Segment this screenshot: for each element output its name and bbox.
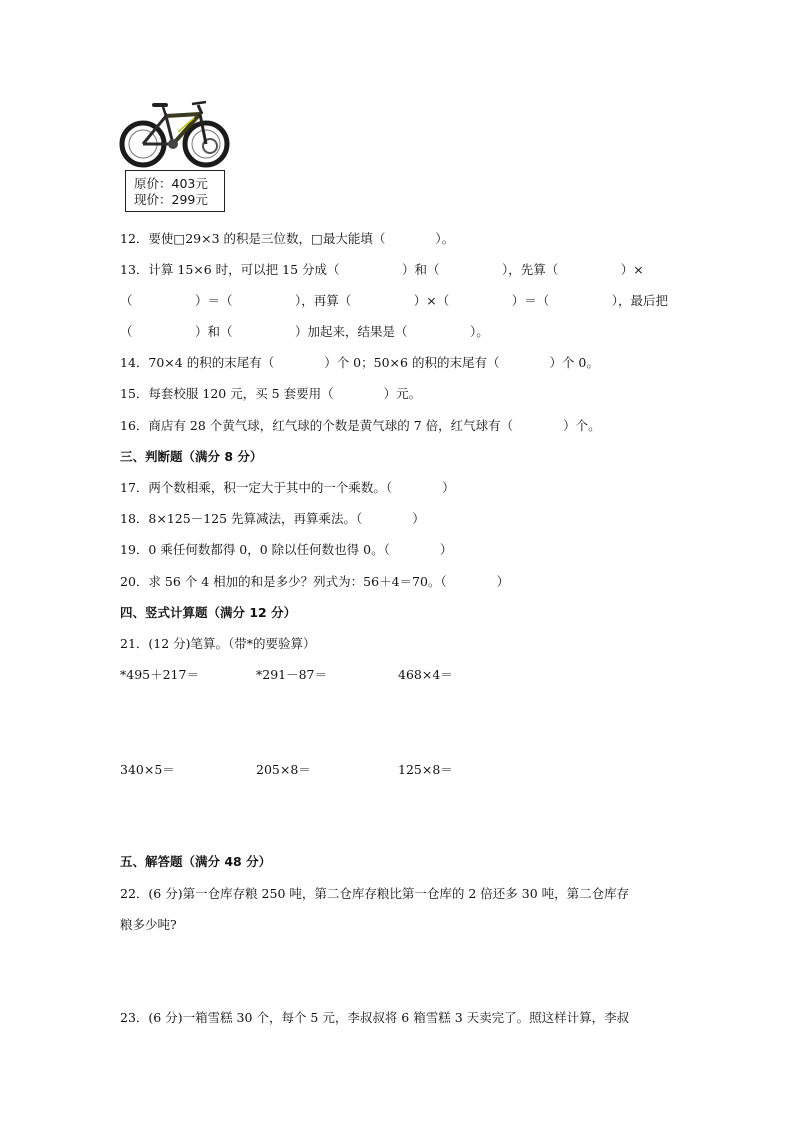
question-14: 14．70×4 的积的末尾有（ ）个 0；50×6 的积的末尾有（ ）个 0。: [120, 355, 599, 370]
section-4-heading: 四、竖式计算题（满分 12 分）: [120, 605, 297, 620]
question-23-line-1: 23．(6 分)一箱雪糕 30 个，每个 5 元，李叔叔将 6 箱雪糕 3 天卖完了。照这样计算，李叔: [120, 1010, 630, 1025]
question-17: 17．两个数相乘，积一定大于其中的一个乘数。（ ）: [120, 480, 455, 495]
original-price: 原价：403元: [134, 176, 208, 191]
bicycle-image: [118, 96, 233, 168]
calc-item: 125×8＝: [398, 762, 453, 777]
section-3-heading: 三、判断题（满分 8 分）: [120, 449, 263, 464]
question-22-line-2: 粮多少吨?: [120, 917, 177, 932]
current-price: 现价：299元: [134, 192, 208, 207]
question-18: 18．8×125－125 先算减法，再算乘法。（ ）: [120, 511, 425, 526]
calc-item: *291－87＝: [256, 667, 328, 682]
calc-item: *495＋217＝: [120, 667, 199, 682]
question-15: 15．每套校服 120 元，买 5 套要用（ ）元。: [120, 386, 422, 401]
question-20: 20．求 56 个 4 相加的和是多少？列式为：56＋4＝70。（ ）: [120, 574, 510, 589]
question-13-line-2: （ ）＝（ ），再算（ ）×（ ）＝（ ），最后把: [120, 293, 668, 308]
price-tag: [125, 170, 225, 212]
section-5-heading: 五、解答题（满分 48 分）: [120, 854, 272, 869]
calc-item: 205×8＝: [256, 762, 311, 777]
question-22-line-1: 22．(6 分)第一仓库存粮 250 吨，第二仓库存粮比第一仓库的 2 倍还多 30 吨，第二仓库存: [120, 886, 630, 901]
question-16: 16．商店有 28 个黄气球，红气球的个数是黄气球的 7 倍，红气球有（ ）个。: [120, 418, 601, 433]
calc-item: 468×4＝: [398, 667, 453, 682]
question-12: 12．要使□29×3 的积是三位数，□最大能填（ ）。: [120, 231, 455, 246]
question-19: 19．0 乘任何数都得 0，0 除以任何数也得 0。（ ）: [120, 542, 453, 557]
question-13-line-1: 13．计算 15×6 时，可以把 15 分成（ ）和（ ），先算（ ）×: [120, 262, 644, 277]
calc-item: 340×5＝: [120, 762, 175, 777]
question-13-line-3: （ ）和（ ）加起来，结果是（ ）。: [120, 324, 489, 339]
question-21: 21．(12 分)笔算。（带*的要验算）: [120, 636, 316, 651]
